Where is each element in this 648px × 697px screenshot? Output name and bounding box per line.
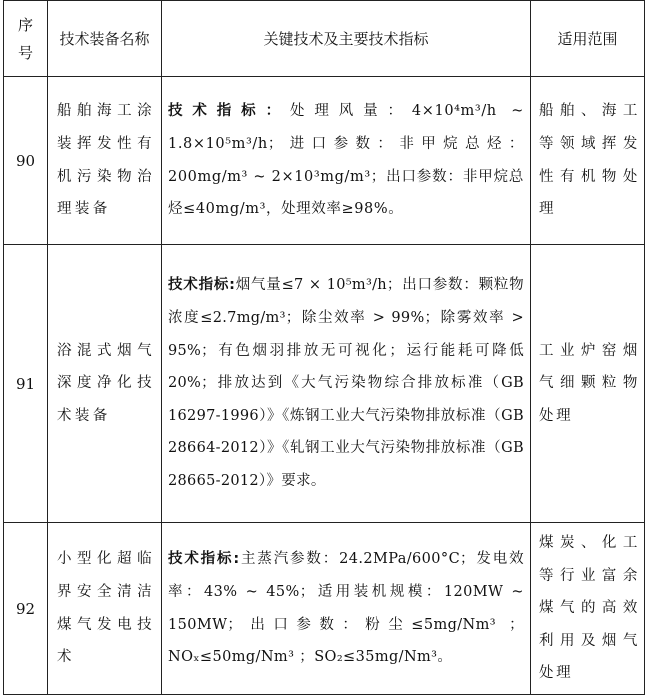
row-scope: 工业炉窑烟气细颗粒物处理	[531, 245, 645, 523]
spec-label: 技术指标:	[168, 551, 240, 568]
spec-text: 烟气量≤7 × 10⁵m³/h；出口参数：颗粒物浓度≤2.7mg/m³；除尘效率 > 99%；除雾效率 > 95%；有色烟羽排放无可视化；运行能耗可降低 20%；排放达到《大气污染物综合排放标准（GB 16297-1996）》《炼钢工业大气污染物排放标准（GB 28664-2012）》《轧钢工业大气污染物排放标准（GB 28665-2012）》要求。	[168, 277, 524, 489]
header-seq: 序号	[4, 1, 48, 77]
row-seq: 90	[4, 77, 48, 245]
row-seq: 91	[4, 245, 48, 523]
row-name: 浴混式烟气深度净化技术装备	[48, 245, 162, 523]
row-name: 小型化超临界安全清洁煤气发电技术	[48, 523, 162, 695]
header-name: 技术装备名称	[48, 1, 162, 77]
row-seq: 92	[4, 523, 48, 695]
spec-label: 技术指标:	[168, 277, 236, 294]
row-spec	[162, 245, 531, 523]
spec-text: 处理风量：4×10⁴m³/h ~ 1.8×10⁵m³/h；进口参数：非甲烷总烃：200mg/m³ ~ 2×10³mg/m³；出口参数：非甲烷总烃≤40mg/m³，处理效率≥98%。	[168, 103, 524, 218]
header-spec: 关键技术及主要技术指标	[162, 1, 531, 77]
table-row	[4, 523, 645, 695]
row-name: 船舶海工涂装挥发性有机污染物治理装备	[48, 77, 162, 245]
header-scope: 适用范围	[531, 1, 645, 77]
table-row	[4, 245, 645, 523]
row-spec	[162, 77, 531, 245]
table-row	[4, 77, 645, 245]
row-scope: 船舶、海工等领域挥发性有机物处理	[531, 77, 645, 245]
row-scope: 煤炭、化工等行业富余煤气的高效利用及烟气处理	[531, 523, 645, 695]
spec-label: 技术指标：	[168, 103, 290, 120]
table-header-row	[4, 1, 645, 77]
technology-table	[3, 0, 645, 695]
row-spec	[162, 523, 531, 695]
spec-text: 主蒸汽参数：24.2MPa/600°C；发电效率：43% ~ 45%；适用装机规模：120MW ~ 150MW；出口参数：粉尘≤5mg/Nm³ ；NOₓ≤50mg/Nm³ ；SO₂≤35mg/Nm³。	[168, 551, 524, 666]
